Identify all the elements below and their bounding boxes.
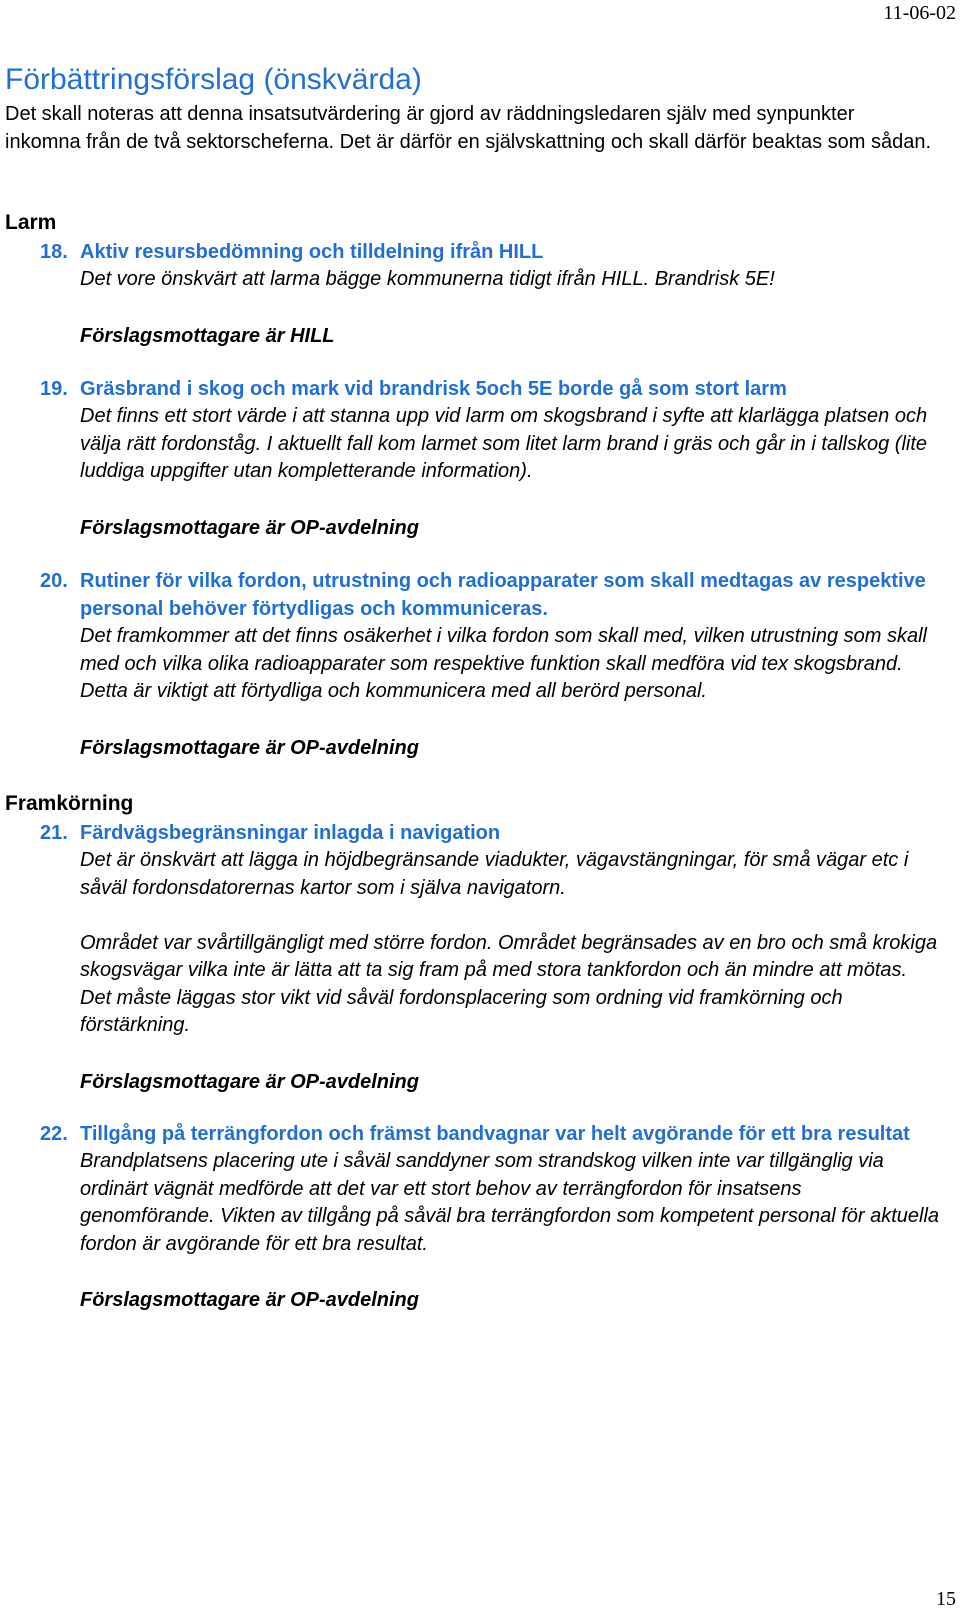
item-body: Det vore önskvärt att larma bägge kommunerna tidigt ifrån HILL. Brandrisk 5E! bbox=[80, 268, 775, 290]
item-heading: Rutiner för vilka fordon, utrustning och radioapparater som skall medtagas av respektive personal behöver förtydligas och kommuniceras. bbox=[80, 570, 926, 620]
item-recipient: Förslagsmottagare är OP-avdelning bbox=[80, 1070, 419, 1093]
item-recipient: Förslagsmottagare är HILL bbox=[80, 324, 335, 347]
section-heading-larm: Larm bbox=[5, 211, 57, 234]
item-number: 22. bbox=[40, 1123, 68, 1145]
item-body: Brandplatsens placering ute i såväl sanddyner som strandskog vilken inte var tillgänglig via ordinärt vägnät medförde att det var ett stort behov av terrängfordon för insatsens genomförande. Vikten av tillgång på såväl bra terrängfordon som kompetent personal för aktuella fordon är avgörande för ett bra resultat. bbox=[80, 1150, 940, 1255]
suggestion-item-18 bbox=[0, 238, 960, 350]
section-heading-framkorning: Framkörning bbox=[5, 792, 134, 815]
suggestion-item-21 bbox=[0, 819, 960, 1096]
item-heading: Gräsbrand i skog och mark vid brandrisk 5och 5E borde gå som stort larm bbox=[80, 378, 787, 400]
item-heading: Färdvägsbegränsningar inlagda i navigation bbox=[80, 822, 501, 844]
page-number: 15 bbox=[936, 1588, 956, 1610]
intro-paragraph: Det skall noteras att denna insatsutvärdering är gjord av räddningsledaren själv med synpunkter inkomna från de två sektorscheferna. Det är därför en självskattning och skall därför beaktas som sådan. bbox=[5, 103, 932, 153]
item-body: Det framkommer att det finns osäkerhet i vilka fordon som skall med, vilken utrustning som skall med och vilka olika radioapparater som respektive funktion skall medföra vid tex skogsbrand. Detta är viktigt att förtydliga och kommunicera med all berörd personal. bbox=[80, 625, 927, 702]
item-number: 19. bbox=[40, 378, 68, 400]
item-heading: Aktiv resursbedömning och tilldelning ifrån HILL bbox=[80, 241, 544, 263]
suggestion-item-22 bbox=[0, 1120, 960, 1314]
item-recipient: Förslagsmottagare är OP-avdelning bbox=[80, 1289, 419, 1311]
item-number: 18. bbox=[40, 241, 68, 263]
item-number: 20. bbox=[40, 570, 68, 592]
item-body: Det är önskvärt att lägga in höjdbegränsande viadukter, vägavstängningar, för små vägar etc i såväl fordonsdatorernas kartor som i själva navigatorn. bbox=[80, 849, 909, 899]
page-title: Förbättringsförslag (önskvärda) bbox=[5, 63, 422, 96]
item-number: 21. bbox=[40, 822, 68, 844]
suggestion-item-19 bbox=[0, 375, 960, 542]
header-date: 11-06-02 bbox=[883, 2, 956, 24]
item-body: Det finns ett stort värde i att stanna upp vid larm om skogsbrand i syfte att klarlägga platsen och välja rätt fordonståg. I aktuellt fall kom larmet som litet larm brand i gräs och går in i tallskog (lite luddiga uppgifter utan kompletterande information). bbox=[80, 405, 928, 482]
item-recipient: Förslagsmottagare är OP-avdelning bbox=[80, 516, 419, 539]
item-body: Området var svårtillgängligt med större fordon. Området begränsades av en bro och små krokiga skogsvägar vilka inte är lätta att ta sig fram på med stora tankfordon och än mindre att mötas. Det måste läggas stor vikt vid såväl fordonsplacering som ordning vid framkörning och förstärkning. bbox=[80, 931, 938, 1036]
suggestion-item-20 bbox=[0, 567, 960, 762]
item-recipient: Förslagsmottagare är OP-avdelning bbox=[80, 736, 419, 759]
item-heading: Tillgång på terrängfordon och främst bandvagnar var helt avgörande för ett bra resultat bbox=[80, 1123, 910, 1145]
